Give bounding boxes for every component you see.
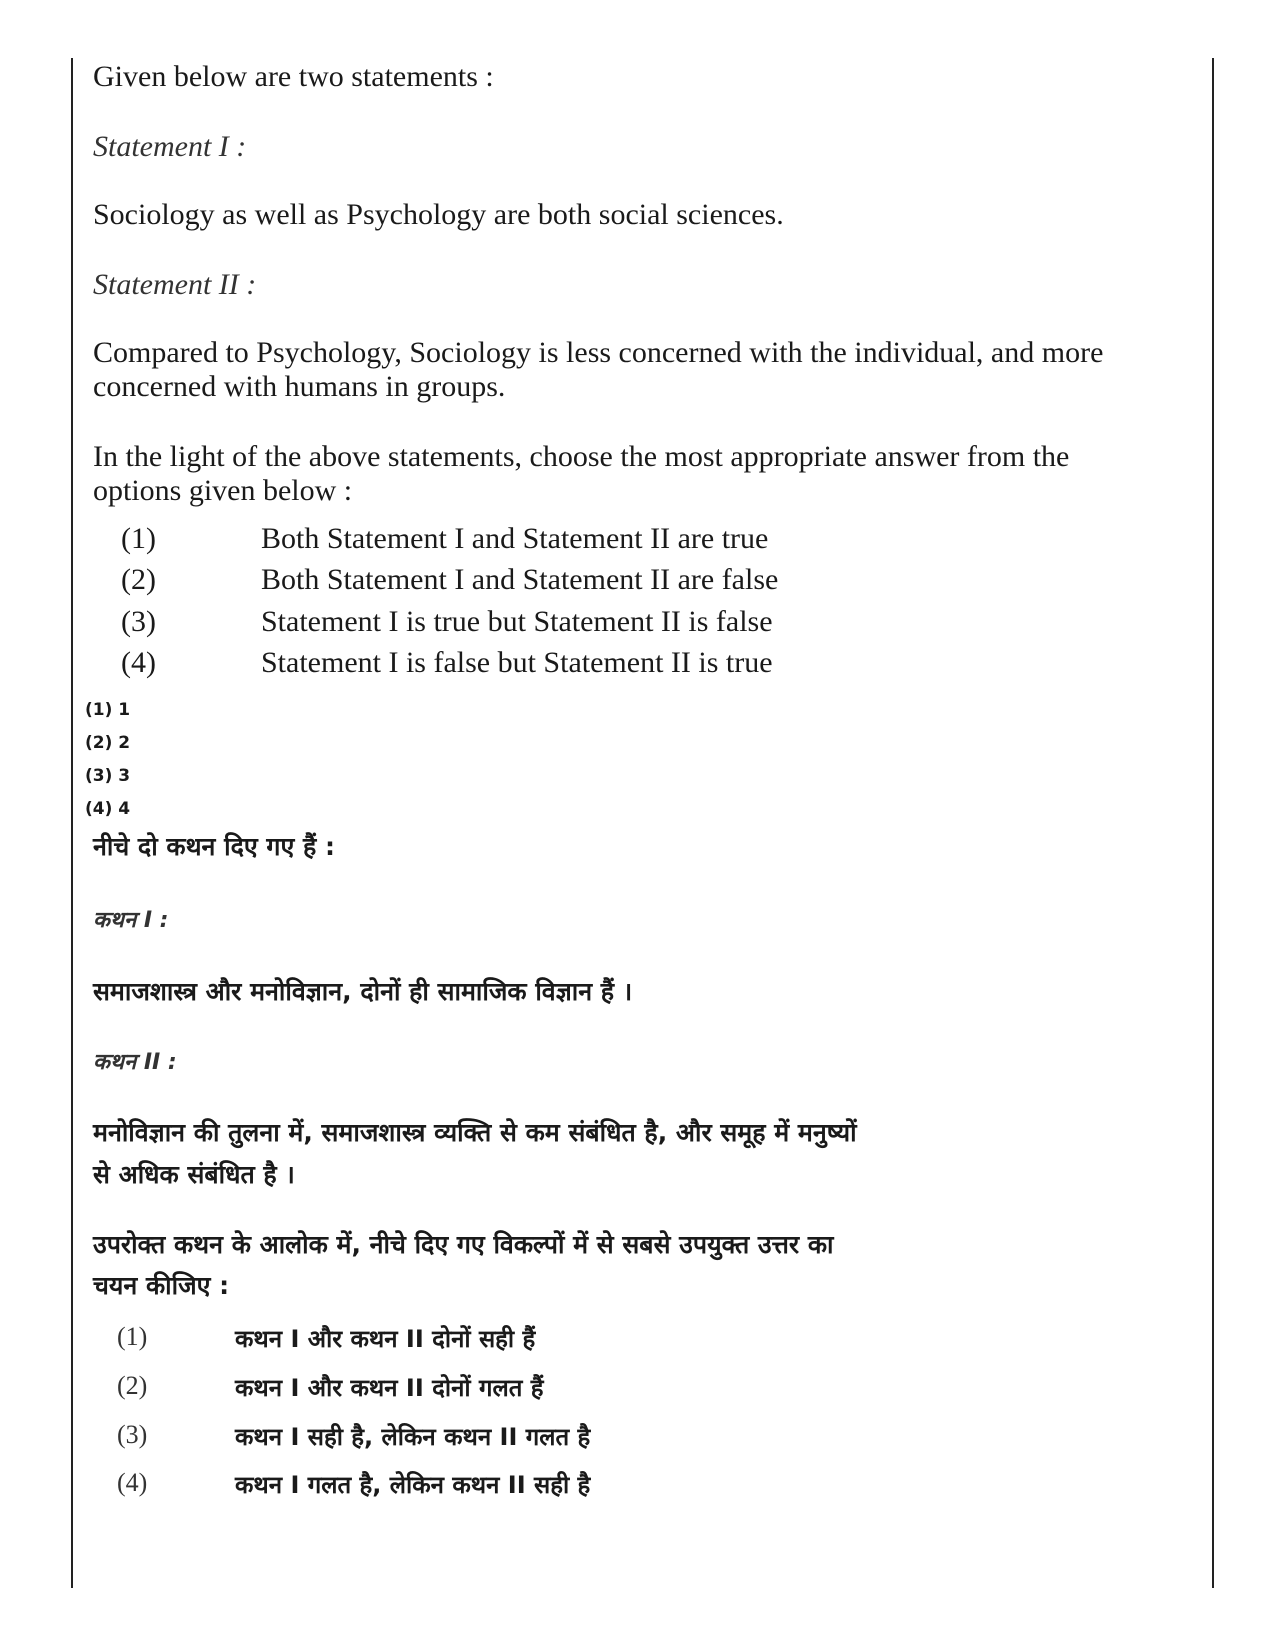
english-option-2-text: Both Statement I and Statement II are false [261, 563, 779, 596]
english-statement1-text: Sociology as well as Psychology are both social sciences. [93, 198, 784, 231]
answer-choice-2[interactable]: (2) 2 [85, 733, 131, 753]
english-question-line2: options given below : [93, 474, 353, 507]
hindi-option-3-number: (3) [117, 1420, 148, 1449]
hindi-statement1-text: समाजशास्त्र और मनोविज्ञान, दोनों ही सामाजिक विज्ञान हैं । [93, 977, 633, 1006]
english-option-2-number: (2) [121, 563, 156, 596]
english-option-1-text: Both Statement I and Statement II are true [261, 522, 769, 555]
hindi-question-line1: उपरोक्त कथन के आलोक में, नीचे दिए गए विकल्पों में से सबसे उपयुक्त उत्तर का [93, 1230, 834, 1259]
hindi-option-1-number: (1) [117, 1322, 148, 1351]
english-option-1-number: (1) [121, 522, 156, 555]
hindi-statement2-line1: मनोविज्ञान की तुलना में, समाजशास्त्र व्यक्ति से कम संबंधित है, और समूह में मनुष्यों [93, 1118, 857, 1147]
hindi-intro: नीचे दो कथन दिए गए हैं : [93, 832, 335, 861]
hindi-option-3-text: कथन I सही है, लेकिन कथन II गलत है [235, 1423, 591, 1451]
right-border-rule [1212, 58, 1214, 1588]
hindi-option-4-text: कथन I गलत है, लेकिन कथन II सही है [235, 1471, 591, 1499]
hindi-statement2-label: कथन II : [93, 1050, 177, 1075]
english-option-3-number: (3) [121, 605, 156, 638]
hindi-question-line2: चयन कीजिए : [93, 1271, 230, 1300]
english-question-line1: In the light of the above statements, choose the most appropriate answer from the [93, 440, 1070, 473]
english-option-4-number: (4) [121, 646, 156, 679]
hindi-option-2-text: कथन I और कथन II दोनों गलत हैं [235, 1374, 544, 1402]
english-intro: Given below are two statements : [93, 60, 494, 93]
answer-choice-4[interactable]: (4) 4 [85, 799, 131, 819]
hindi-statement1-label: कथन I : [93, 908, 169, 933]
english-statement2-label: Statement II : [93, 268, 257, 301]
hindi-option-2-number: (2) [117, 1371, 148, 1400]
hindi-option-1-text: कथन I और कथन II दोनों सही हैं [235, 1325, 536, 1353]
answer-choice-1[interactable]: (1) 1 [85, 700, 131, 720]
answer-choice-3[interactable]: (3) 3 [85, 766, 131, 786]
english-statement1-label: Statement I : [93, 130, 247, 163]
english-option-4-text: Statement I is false but Statement II is true [261, 646, 773, 679]
english-statement2-line2: concerned with humans in groups. [93, 370, 506, 403]
hindi-option-4-number: (4) [117, 1468, 148, 1497]
left-border-rule [71, 58, 73, 1588]
english-option-3-text: Statement I is true but Statement II is false [261, 605, 773, 638]
hindi-statement2-line2: से अधिक संबंधित है । [93, 1160, 295, 1189]
english-statement2-line1: Compared to Psychology, Sociology is less concerned with the individual, and more [93, 336, 1104, 369]
